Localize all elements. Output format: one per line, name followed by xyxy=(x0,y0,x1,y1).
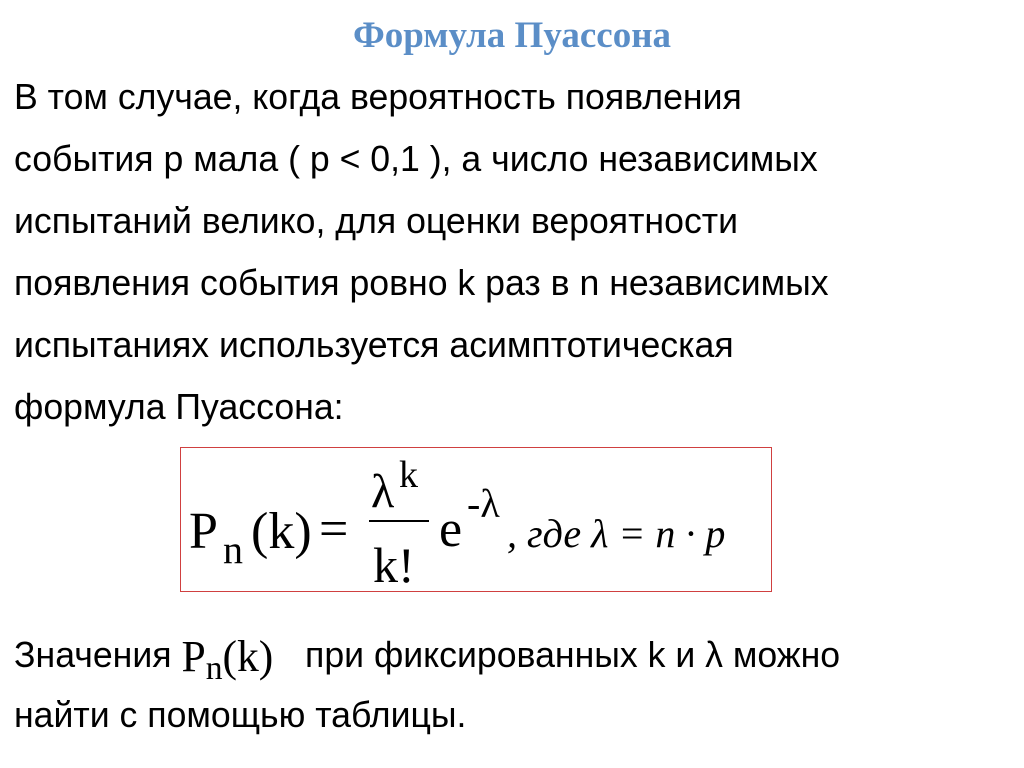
formula-sub-n: n xyxy=(223,527,243,572)
closing-line-2: найти с помощью таблицы. xyxy=(14,694,467,735)
paragraph-line-1: В том случае, когда вероятность появления xyxy=(14,76,742,117)
paragraph-line-5: испытаниях используется асимптотическая xyxy=(14,324,734,365)
formula-arg: (k) xyxy=(251,503,312,560)
closing-formula-n: n xyxy=(205,650,223,687)
formula-lambda: λ xyxy=(371,465,395,518)
closing-prefix: Значения xyxy=(14,634,172,675)
formula-exp-e: e xyxy=(439,501,463,558)
closing-suffix: при фиксированных k и λ можно xyxy=(305,634,841,675)
closing-formula xyxy=(181,632,274,687)
closing-formula-arg: (k) xyxy=(222,632,274,681)
paragraph-line-4: появления события ровно k раз в n независимых xyxy=(14,262,829,303)
formula-sup-k: k xyxy=(399,454,418,496)
fraction-bar xyxy=(369,520,429,522)
formula-where-clause: , где λ = n · p xyxy=(507,511,726,556)
paragraph-line-3: испытаний велико, для оценки вероятности xyxy=(14,200,738,241)
paragraph-line-2: события p мала ( p < 0,1 ), а число независимых xyxy=(14,138,818,179)
closing-formula-p: P xyxy=(181,632,206,681)
formula-exp-power: -λ xyxy=(467,481,500,526)
formula-p: P xyxy=(189,503,218,560)
closing-text xyxy=(14,622,1014,746)
closing-line-1 xyxy=(14,622,1004,687)
slide-title: Формула Пуассона xyxy=(352,15,672,56)
formula-equals: = xyxy=(319,501,349,558)
paragraph xyxy=(14,66,1014,438)
poisson-formula-box xyxy=(180,447,772,592)
paragraph-line-6: формула Пуассона: xyxy=(14,386,344,427)
formula-denominator: k! xyxy=(373,537,415,593)
